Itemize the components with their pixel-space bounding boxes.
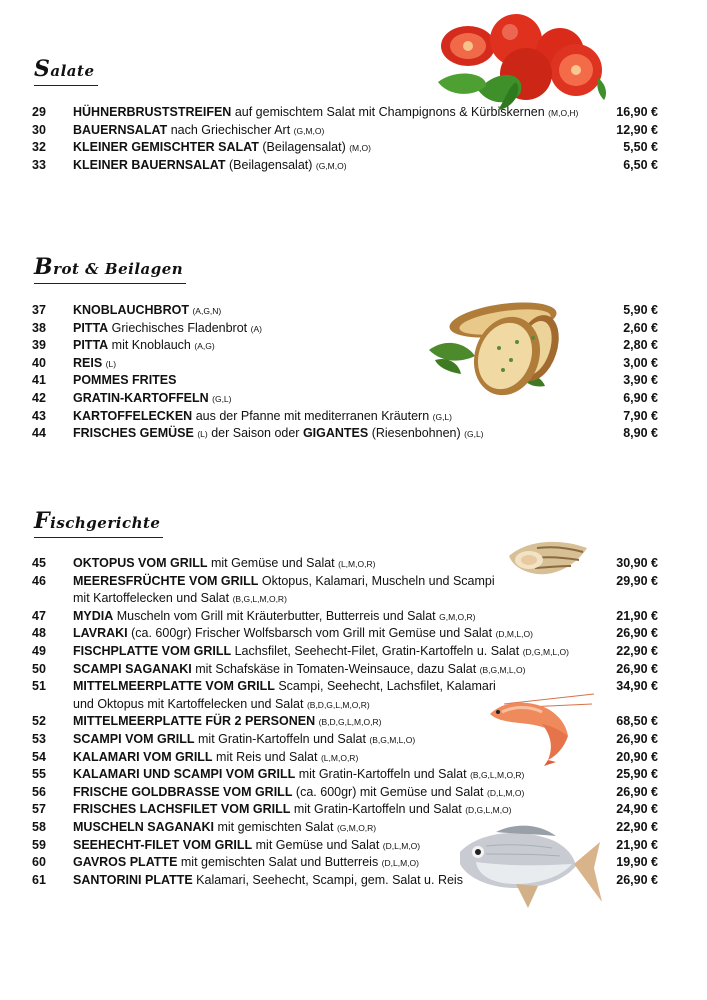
item-name: LAVRAKI	[73, 626, 128, 641]
item-codes: (M,O)	[349, 143, 371, 154]
item-number: 43	[32, 408, 46, 423]
item-number: 41	[32, 373, 46, 388]
item-codes: (D,G,M,L,O)	[522, 646, 569, 657]
item-number: 30	[32, 122, 46, 137]
item-number: 51	[32, 679, 46, 694]
item-number: 48	[32, 626, 46, 641]
item-codes-2: (G,L)	[464, 429, 484, 440]
shrimp-image	[484, 690, 596, 766]
item-number: 58	[32, 819, 46, 834]
item-name: KLEINER GEMISCHTER SALAT	[73, 140, 259, 155]
item-name: GRATIN-KARTOFFELN	[73, 390, 209, 405]
item-number: 40	[32, 355, 46, 370]
item-name: KALAMARI UND SCAMPI VOM GRILL	[73, 767, 296, 782]
item-price: 26,90 €	[616, 626, 658, 641]
item-name: GAVROS PLATTE	[73, 855, 178, 870]
item-name-2: GIGANTES	[302, 426, 369, 441]
item-price: 6,50 €	[623, 157, 658, 172]
item-name: KARTOFFELECKEN	[73, 408, 193, 423]
item-name: KNOBLAUCHBROT	[73, 303, 189, 317]
item-price: 26,90 €	[616, 784, 658, 799]
item-name: FRISCHES LACHSFILET VOM GRILL	[73, 802, 291, 817]
item-desc: mit Gratin-Kartoffeln und Salat	[295, 767, 471, 782]
item-desc: Oktopus, Kalamari, Muscheln und Scampi	[258, 573, 495, 588]
tomatoes-image	[428, 12, 618, 112]
list-item	[32, 408, 658, 426]
item-codes: (G,M,O,R)	[336, 822, 377, 833]
item-price: 2,60 €	[623, 320, 658, 335]
item-price: 22,90 €	[616, 643, 658, 658]
item-price: 20,90 €	[616, 749, 658, 764]
item-codes: (L)	[105, 358, 117, 369]
item-codes: (A,G,N)	[192, 306, 222, 316]
item-number: 47	[32, 608, 46, 623]
item-codes: (G,M,O)	[293, 125, 325, 136]
item-name: MITTELMEERPLATTE VOM GRILL	[73, 679, 275, 694]
item-number: 46	[32, 573, 46, 588]
item-number: 44	[32, 426, 46, 441]
item-codes: (D,G,L,M,O)	[465, 805, 512, 816]
item-name: SANTORINI PLATTE	[73, 872, 193, 887]
item-desc: mit Gemüse und Salat	[207, 556, 339, 570]
list-item	[32, 122, 658, 140]
item-codes: (L,M,O,R)	[338, 559, 376, 569]
item-price: 2,80 €	[623, 338, 658, 353]
item-price: 26,90 €	[616, 731, 658, 746]
list-item	[32, 425, 658, 443]
item-desc: mit Knoblauch	[108, 338, 195, 353]
item-codes: (A)	[250, 323, 262, 334]
item-codes: (B,D,G,L,M,O,R)	[318, 717, 382, 728]
list-item	[32, 784, 658, 802]
list-item	[32, 661, 658, 679]
item-name: MYDIA	[73, 608, 114, 623]
section-title-fisch: Fischgerichte	[34, 508, 163, 538]
item-name: FRISCHES GEMÜSE	[73, 426, 194, 441]
item-codes: (L)	[197, 429, 208, 440]
item-desc-2: der Saison oder	[207, 426, 303, 441]
item-codes: (B,G,M,L,O)	[479, 664, 526, 675]
list-item	[32, 766, 658, 784]
item-price: 25,90 €	[616, 767, 658, 782]
item-number: 37	[32, 303, 46, 317]
item-name: MEERESFRÜCHTE VOM GRILL	[73, 573, 259, 588]
list-item-continuation	[32, 590, 658, 608]
item-price: 68,50 €	[616, 714, 658, 729]
item-price: 8,90 €	[623, 426, 658, 441]
list-item	[32, 625, 658, 643]
item-desc: nach Griechischer Art	[167, 122, 294, 137]
item-name: SEEHECHT-FILET VOM GRILL	[73, 837, 253, 852]
item-desc: mit Gemüse und Salat	[252, 837, 383, 852]
list-item	[32, 801, 658, 819]
item-number: 29	[32, 105, 46, 119]
item-name: PITTA	[73, 320, 109, 335]
item-desc: auf gemischtem Salat mit Champignons & Kürbiskernen	[231, 105, 549, 119]
list-item	[32, 139, 658, 157]
item-number: 56	[32, 784, 46, 799]
item-price: 16,90 €	[616, 105, 658, 119]
item-number: 57	[32, 802, 46, 817]
item-number: 39	[32, 338, 46, 353]
item-desc-cont: und Oktopus mit Kartoffelecken und Salat	[73, 696, 307, 711]
item-desc: mit gemischten Salat	[213, 819, 337, 834]
item-price: 3,00 €	[623, 355, 658, 370]
item-desc: (Beilagensalat)	[225, 157, 316, 172]
item-price: 3,90 €	[623, 373, 658, 388]
item-name: REIS	[73, 355, 103, 370]
list-item	[32, 608, 658, 626]
item-desc: (ca. 600gr) Frischer Wolfsbarsch vom Grill mit Gemüse und Salat	[127, 626, 496, 641]
item-codes: (B,G,M,L,O)	[369, 734, 416, 745]
item-price: 34,90 €	[616, 679, 658, 694]
item-desc-cont: mit Kartoffelecken und Salat	[73, 591, 233, 606]
item-name: HÜHNERBRUSTSTREIFEN	[73, 105, 232, 119]
item-name: BAUERNSALAT	[73, 122, 168, 137]
item-name: KALAMARI VOM GRILL	[73, 749, 213, 764]
item-desc-3: (Riesenbohnen)	[368, 426, 465, 441]
item-name: MITTELMEERPLATTE FÜR 2 PERSONEN	[73, 714, 316, 729]
item-price: 21,90 €	[616, 837, 658, 852]
item-name: MUSCHELN SAGANAKI	[73, 819, 214, 834]
item-price: 12,90 €	[616, 122, 658, 137]
item-desc: mit gemischten Salat und Butterreis	[177, 855, 382, 870]
fish-image	[456, 822, 604, 922]
item-price: 21,90 €	[616, 608, 658, 623]
item-number: 32	[32, 140, 46, 155]
item-number: 45	[32, 556, 46, 570]
item-number: 59	[32, 837, 46, 852]
list-item	[32, 157, 658, 175]
item-price: 5,50 €	[623, 140, 658, 155]
section-title-brot: Brot & Beilagen	[34, 254, 186, 284]
item-price: 19,90 €	[616, 855, 658, 870]
item-name: SCAMPI VOM GRILL	[73, 731, 195, 746]
item-desc: Griechisches Fladenbrot	[108, 320, 251, 335]
item-desc: Scampi, Seehecht, Lachsfilet, Kalamari	[274, 679, 496, 694]
item-number: 50	[32, 661, 46, 676]
item-name: KLEINER BAUERNSALAT	[73, 157, 226, 172]
item-number: 52	[32, 714, 46, 729]
item-desc: (ca. 600gr) mit Gemüse und Salat	[292, 784, 487, 799]
item-codes: (G,L)	[432, 411, 452, 422]
item-number: 38	[32, 320, 46, 335]
garlic-bread-image	[425, 298, 565, 396]
item-codes: (D,L,M,O)	[382, 840, 421, 851]
item-number: 60	[32, 855, 46, 870]
item-codes: (D,L,M,O)	[381, 858, 419, 869]
seashell-image	[507, 534, 591, 580]
item-number: 49	[32, 643, 46, 658]
item-name: FISCHPLATTE VOM GRILL	[73, 643, 232, 658]
item-name: OKTOPUS VOM GRILL	[73, 556, 208, 570]
item-name: PITTA	[73, 338, 109, 353]
item-desc: Kalamari, Seehecht, Scampi, gem. Salat u. Reis	[192, 872, 463, 887]
item-codes: (D,L,M,O)	[486, 787, 525, 798]
item-name: SCAMPI SAGANAKI	[73, 661, 192, 676]
item-codes: (A,G)	[194, 341, 215, 352]
item-desc: mit Gratin-Kartoffeln und Salat	[290, 802, 466, 817]
item-desc: mit Schafskäse in Tomaten-Weinsauce, dazu Salat	[191, 661, 480, 676]
item-desc: (Beilagensalat)	[258, 140, 350, 155]
item-codes: (G,M,O)	[315, 160, 347, 171]
item-price: 26,90 €	[616, 872, 658, 887]
item-desc: mit Reis und Salat	[212, 749, 321, 764]
item-codes-cont: (B,G,L,M,O,R)	[232, 594, 287, 605]
item-desc: Muscheln vom Grill mit Kräuterbutter, Butterreis und Salat	[113, 608, 440, 623]
item-codes: (M,O,H)	[548, 108, 579, 118]
item-price: 29,90 €	[616, 573, 658, 588]
item-price: 22,90 €	[616, 819, 658, 834]
item-number: 54	[32, 749, 46, 764]
item-number: 33	[32, 157, 46, 172]
section-title-salate: Salate	[34, 56, 98, 86]
salate-list	[32, 104, 658, 174]
item-price: 24,90 €	[616, 802, 658, 817]
item-number: 55	[32, 767, 46, 782]
item-codes: (L,M,O,R)	[320, 752, 359, 763]
item-codes: (B,G,L,M,O,R)	[470, 770, 525, 781]
item-number: 42	[32, 390, 46, 405]
item-price: 7,90 €	[623, 408, 658, 423]
item-codes: (D,M,L,O)	[495, 629, 533, 640]
item-price: 26,90 €	[616, 661, 658, 676]
item-price: 5,90 €	[623, 303, 658, 317]
item-number: 53	[32, 731, 46, 746]
item-desc: aus der Pfanne mit mediterranen Kräutern	[192, 408, 433, 423]
item-codes: G,M,O,R)	[439, 611, 476, 622]
item-codes: (G,L)	[212, 393, 232, 404]
item-name: POMMES FRITES	[73, 373, 177, 388]
item-desc: Lachsfilet, Seehecht-Filet, Gratin-Kartoffeln u. Salat	[231, 643, 523, 658]
item-price: 30,90 €	[616, 556, 658, 570]
item-price: 6,90 €	[623, 390, 658, 405]
item-codes-cont: (B,D,G,L,M,O,R)	[306, 699, 370, 710]
item-number: 61	[32, 872, 46, 887]
list-item	[32, 643, 658, 661]
item-name: FRISCHE GOLDBRASSE VOM GRILL	[73, 784, 293, 799]
item-desc: mit Gratin-Kartoffeln und Salat	[194, 731, 370, 746]
